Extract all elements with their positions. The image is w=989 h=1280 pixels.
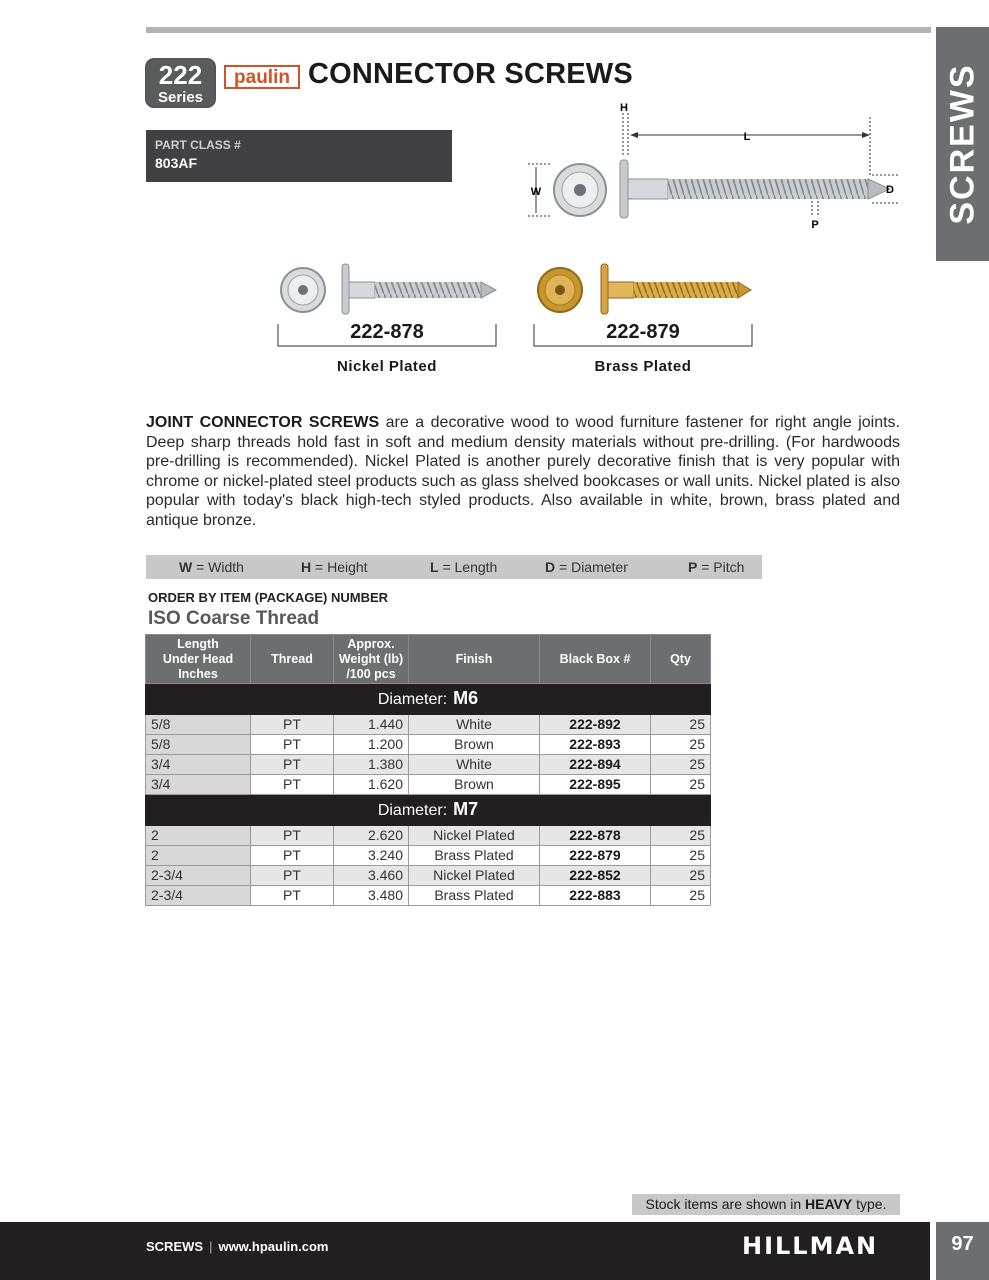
- screw-head-front-icon: [554, 164, 606, 216]
- part-class-value: 803AF: [155, 155, 198, 171]
- series-badge: [145, 58, 216, 108]
- legend-w: W = Width: [179, 559, 244, 575]
- product-number-nickel: 222-878: [350, 321, 424, 343]
- description-body: are a decorative wood to wood furniture fastener for right angle joints. Deep sharp threads hold fast in soft and medium density materials without pre-drilling. (For hardwoods pre-drilling is recommended). Nickel Plated is another purely decorative finish that is very popular with chrome or nickel-plated steel products such as glass shelved bookcases or wall units. Nickel plated is also popular with today's black high-tech styled products. Also available in white, brown, brass plated and antique bronze.: [146, 414, 900, 529]
- logo-text: paulin: [234, 67, 290, 88]
- top-rule: [146, 27, 931, 33]
- table-row: 2-3/4 PT 3.460 Nickel Plated 222-852 25: [146, 866, 711, 886]
- product-finish-brass: Brass Plated: [594, 358, 692, 375]
- table-row: 2 PT 3.240 Brass Plated 222-879 25: [146, 846, 711, 866]
- description-paragraph: [146, 413, 900, 530]
- part-class-box: [146, 130, 452, 182]
- table-row: 5/8 PT 1.200 Brown 222-893 25: [146, 735, 711, 755]
- footer-bar: [0, 1222, 930, 1280]
- page-title: CONNECTOR SCREWS: [308, 58, 633, 90]
- label-h: H: [620, 102, 628, 114]
- legend-l: L = Length: [430, 559, 498, 575]
- paulin-logo: [224, 62, 300, 92]
- series-label: Series: [157, 89, 204, 106]
- table-row: 3/4 PT 1.380 White 222-894 25: [146, 755, 711, 775]
- spec-table: [145, 634, 711, 906]
- screw-side-icon: [620, 160, 890, 218]
- footer-link[interactable]: SCREWS | www.hpaulin.com: [146, 1239, 329, 1254]
- hillman-logo: HILLMAN: [742, 1232, 879, 1260]
- product-number-brass: 222-879: [606, 321, 680, 343]
- description-lead: JOINT CONNECTOR SCREWS: [146, 414, 380, 431]
- label-p: P: [811, 219, 819, 231]
- legend-h: H = Height: [301, 559, 368, 575]
- side-tab-label: SCREWS: [943, 63, 981, 225]
- part-class-label: PART CLASS #: [155, 138, 241, 152]
- product-finish-nickel: Nickel Plated: [337, 358, 437, 375]
- order-by-heading: ORDER BY ITEM (PACKAGE) NUMBER: [148, 590, 389, 605]
- nickel-screw-image: [276, 262, 500, 318]
- label-l: L: [743, 131, 751, 143]
- table-row: 3/4 PT 1.620 Brown 222-895 25: [146, 775, 711, 795]
- label-d: D: [886, 184, 894, 196]
- table-header-row: [146, 635, 711, 684]
- side-tab: [936, 27, 989, 261]
- col-thread: Thread: [251, 635, 334, 684]
- col-weight: Approx. Weight (lb) /100 pcs: [334, 635, 409, 684]
- label-w: W: [530, 186, 542, 198]
- legend-d: D = Diameter: [545, 559, 628, 575]
- col-length: Length Under Head Inches: [146, 635, 251, 684]
- table-row: 2-3/4 PT 3.480 Brass Plated 222-883 25: [146, 886, 711, 906]
- group-row-m6: Diameter: M6: [146, 684, 711, 715]
- col-finish: Finish: [409, 635, 540, 684]
- dimension-diagram: [510, 95, 910, 235]
- series-number: 222: [158, 60, 203, 90]
- brass-screw-image: [533, 262, 757, 318]
- dimension-legend: [146, 555, 762, 579]
- legend-p: P = Pitch: [688, 559, 745, 575]
- group-row-m7: Diameter: M7: [146, 795, 711, 826]
- thread-type-heading: ISO Coarse Thread: [148, 608, 320, 629]
- page-number: 97: [936, 1222, 989, 1280]
- col-qty: Qty: [651, 635, 711, 684]
- stock-note: Stock items are shown in HEAVY type.: [632, 1194, 900, 1215]
- table-row: 5/8 PT 1.440 White 222-892 25: [146, 715, 711, 735]
- col-black-box: Black Box #: [540, 635, 651, 684]
- table-row: 2 PT 2.620 Nickel Plated 222-878 25: [146, 826, 711, 846]
